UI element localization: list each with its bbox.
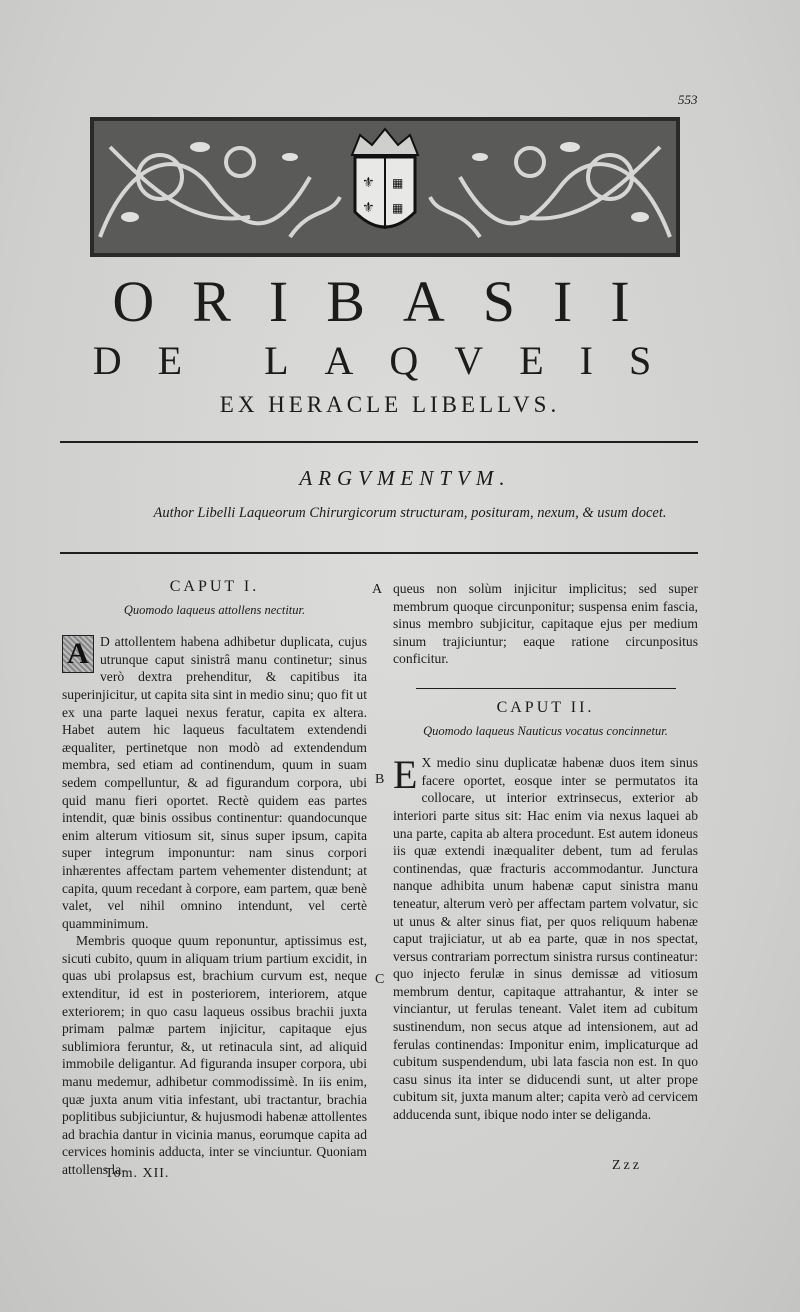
divider-mid (60, 552, 698, 554)
chapter-heading-1: CAPUT I. (169, 578, 260, 595)
large-initial: E (393, 752, 418, 798)
right-column (393, 580, 698, 1124)
svg-text:▦: ▦ (392, 201, 404, 215)
ornamental-headpiece (90, 117, 680, 257)
svg-text:⚜: ⚜ (362, 175, 375, 191)
title-de-laqueis: DE LAQVEIS (92, 338, 688, 383)
svg-text:▦: ▦ (392, 176, 404, 190)
paragraph: queus non solùm injicitur implicitus; sed super membrum quoque circunponitur; suspensa enim fascia, sinus membro subjicitur, capitaque ejus per medium sinum trajiciuntur; eaque ratione circunpositus conficitur. (393, 581, 698, 667)
divider-top (60, 441, 698, 443)
margin-marker-c: C (375, 972, 385, 987)
paragraph (393, 754, 698, 1123)
argument-text: Author Libelli Laqueorum Chirurgicorum structuram, posituram, nexum, & usum docet. (153, 505, 667, 521)
paragraph-text: D attollentem habena adhibetur duplicata, cujus utrunque caput sinistrâ manu continetur; sinus verò dextra prehenditur, & capitibus ita superinjicitur, ut capita sita sint in medio sinu; quo fit ut ex una parte laquei nexus feratur, capita ex altera. Habet autem hic laqueus facultatem extendendi æqualiter, pertinetque non modò ad extendendum membra, sed etiam ad continendum, quum in suam sedem compelluntur, & ad figurandum corpora, ubi quid manu fieri oportet. Rectè quidem eas partes intendit, quæ binis ossibus continentur: quandocunque enim alterum vitiosum sit, sinus super ipsum, capita super integrum imponuntur: nam sinus corpori inhærentes affectam partem vehementer distendunt; at capita, quum recedant à corpore, eam partem, quæ benè valet, vel nihil omnino intendunt, vel certè quamminimum. (62, 634, 367, 931)
chapter-heading-2: CAPUT II. (496, 698, 595, 716)
decorated-initial: A (62, 635, 94, 673)
title-subtitle: EX HERACLE LIBELLVS. (219, 392, 561, 417)
signature-mark: Zzz (612, 1158, 642, 1173)
margin-marker-a: A (372, 582, 383, 597)
title-oribasii: ORIBASII (112, 269, 668, 334)
chapter-subtitle-1: Quomodo laqueus attollens nectitur. (123, 602, 306, 617)
divider-chapter (416, 688, 676, 689)
paragraph-text: X medio sinu duplicatæ habenæ duos item sinus facere oportet, eosque inter se permutatos ita collocare, ut interior extrinsecus, exterior ab interiori parte situs sit: Hac enim via nexus laquei ab una parte, capita ab altera procedunt. Est autem idoneus iis quæ extendi inæqualiter debent, tum ad ferulas continendas, quæ fracturis accommodantur. Junctura nanque adhibita unum habenæ caput sinistra manu teneatur, alterum verò per affectam partem volvatur, sic ut unus & alter sinus fiat, per quos reliquum habenæ caput trajiciatur, ut ab ea parte, quæ in nos spectat, versus contrariam porrectum sinistra rursus contineatur: quo injecto ferulæ in sinus demissæ ad vitiosum membrum dentur, capitaque attrahantur, & inter se vinciantur, ut ferulas teneant. Valet item ad cubitum sustinendum, non secus atque ad intensionem, aut ad ferulas continendas: Imponitur enim, implicaturque ad cubitum suspendendum, ubi lata fascia non est. In quo casu sinus ita inter se diducendi sunt, ut alter prope cubitum sit, juxta manum alter; capita verò ad cervicem adducenda sunt, ibique nodo inter se deliganda. (393, 755, 698, 1123)
volume-label: Tom. XII. (105, 1166, 170, 1181)
paragraph (62, 633, 367, 932)
chapter-subtitle-2: Quomodo laqueus Nauticus vocatus concinnetur. (423, 723, 668, 738)
svg-text:⚜: ⚜ (362, 200, 375, 216)
argument-heading: ARGVMENTVM. (299, 466, 511, 490)
paragraph: Membris quoque quum reponuntur, aptissimus est, sicuti cubito, quum in aliquam trium partium excidit, in quas ubi prolapsus est, brachium curvum est, neque extenditur, id est in posteriorem, interiorem, atque exteriorem; in quo casu laqueus ossibus brachii juxta primam palmæ partem injicitur, capitaque ejus sublimiora feruntur, &, ut retinacula sint, ad aliquid immobile deligantur. Ad figuranda insuper corpora, ubi manu medemur, adhibetur commodissimè. In iis enim, quæ juxta anum vitia infestant, ubi tractantur, brachia poplitibus subjiciuntur, & hujusmodi habenæ attollentes ad brachia dantur in vicinia manus, eorumque capita ad cervices hominis adducta, inter se vinciuntur. Quoniam attollens la- (62, 933, 367, 1177)
margin-marker-b: B (375, 772, 385, 787)
coat-of-arms-icon (352, 129, 418, 229)
page-number: 553 (678, 92, 698, 107)
left-column (62, 578, 367, 1179)
